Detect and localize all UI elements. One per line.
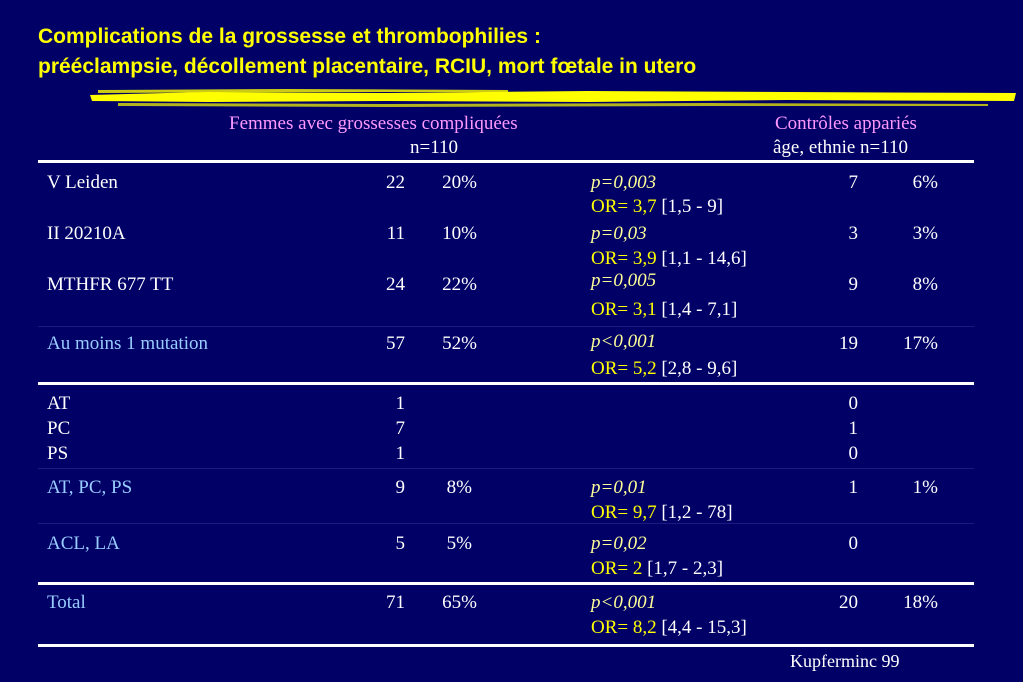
odds-ratio: OR= 2 [1,7 - 2,3] bbox=[591, 558, 724, 579]
header-rule bbox=[38, 160, 974, 163]
controls-count: 7 bbox=[848, 172, 858, 193]
row-label: AT, PC, PS bbox=[47, 477, 133, 498]
cases-count: 24 bbox=[386, 274, 405, 295]
title-line-1: Complications de la grossesse et thrombophilies : bbox=[38, 25, 541, 48]
odds-ratio: OR= 3,7 [1,5 - 9] bbox=[591, 196, 724, 217]
odds-ratio: OR= 5,2 [2,8 - 9,6] bbox=[591, 358, 738, 379]
cases-count: 57 bbox=[386, 333, 405, 354]
cases-percent: 65% bbox=[442, 592, 477, 613]
controls-count: 1 bbox=[848, 477, 858, 498]
controls-sub: âge, ethnie n=110 bbox=[773, 137, 909, 158]
row-label: Total bbox=[47, 592, 86, 613]
bottom-rule bbox=[38, 644, 974, 647]
controls-percent: 1% bbox=[912, 477, 938, 498]
row-label: PS bbox=[47, 443, 69, 464]
brush-underline bbox=[88, 86, 1018, 110]
controls-count: 20 bbox=[839, 592, 858, 613]
cases-percent: 20% bbox=[442, 172, 477, 193]
citation: Kupferminc 99 bbox=[790, 651, 900, 671]
slide-title bbox=[38, 22, 696, 82]
p-value: p<0,001 bbox=[591, 592, 657, 613]
controls-percent: 8% bbox=[912, 274, 938, 295]
row-divider bbox=[38, 523, 974, 524]
section-rule bbox=[38, 382, 974, 385]
cases-count: 71 bbox=[386, 592, 405, 613]
cases-count: 1 bbox=[395, 393, 405, 414]
title-line-2: prééclampsie, décollement placentaire, RCIU, mort fœtale in utero bbox=[38, 55, 697, 78]
cases-n: n=110 bbox=[410, 137, 459, 158]
controls-percent: 3% bbox=[912, 223, 938, 244]
cases-count: 7 bbox=[395, 418, 405, 439]
odds-ratio: OR= 3,1 [1,4 - 7,1] bbox=[591, 299, 738, 320]
row-divider bbox=[38, 468, 974, 469]
cases-count: 5 bbox=[395, 533, 405, 554]
row-label: Au moins 1 mutation bbox=[47, 333, 208, 354]
odds-ratio: OR= 3,9 [1,1 - 14,6] bbox=[591, 248, 747, 269]
row-label: MTHFR 677 TT bbox=[47, 274, 174, 295]
odds-ratio: OR= 9,7 [1,2 - 78] bbox=[591, 502, 733, 523]
p-value: p=0,005 bbox=[591, 270, 657, 291]
cases-percent: 22% bbox=[442, 274, 477, 295]
controls-percent: 18% bbox=[903, 592, 938, 613]
cases-percent: 8% bbox=[446, 477, 472, 498]
controls-header: Contrôles appariés bbox=[775, 113, 917, 134]
row-label: ACL, LA bbox=[47, 533, 120, 554]
row-label: II 20210A bbox=[47, 223, 126, 244]
cases-count: 1 bbox=[395, 443, 405, 464]
row-divider bbox=[38, 326, 974, 327]
cases-count: 11 bbox=[386, 223, 405, 244]
total-rule bbox=[38, 582, 974, 585]
controls-count: 9 bbox=[848, 274, 858, 295]
controls-count: 0 bbox=[848, 443, 858, 464]
cases-percent: 5% bbox=[446, 533, 472, 554]
odds-ratio: OR= 8,2 [4,4 - 15,3] bbox=[591, 617, 747, 638]
p-value: p=0,02 bbox=[591, 533, 647, 554]
cases-count: 9 bbox=[395, 477, 405, 498]
cases-count: 22 bbox=[386, 172, 405, 193]
p-value: p=0,01 bbox=[591, 477, 647, 498]
controls-count: 1 bbox=[848, 418, 858, 439]
controls-count: 0 bbox=[848, 393, 858, 414]
controls-count: 0 bbox=[848, 533, 858, 554]
row-label: AT bbox=[47, 393, 71, 414]
controls-percent: 17% bbox=[903, 333, 938, 354]
cases-header: Femmes avec grossesses compliquées bbox=[229, 113, 518, 134]
row-label: V Leiden bbox=[47, 172, 118, 193]
controls-count: 19 bbox=[839, 333, 858, 354]
p-value: p=0,03 bbox=[591, 223, 647, 244]
row-label: PC bbox=[47, 418, 71, 439]
controls-count: 3 bbox=[848, 223, 858, 244]
controls-percent: 6% bbox=[912, 172, 938, 193]
p-value: p=0,003 bbox=[591, 172, 657, 193]
cases-percent: 10% bbox=[442, 223, 477, 244]
p-value: p<0,001 bbox=[591, 331, 657, 352]
cases-percent: 52% bbox=[442, 333, 477, 354]
